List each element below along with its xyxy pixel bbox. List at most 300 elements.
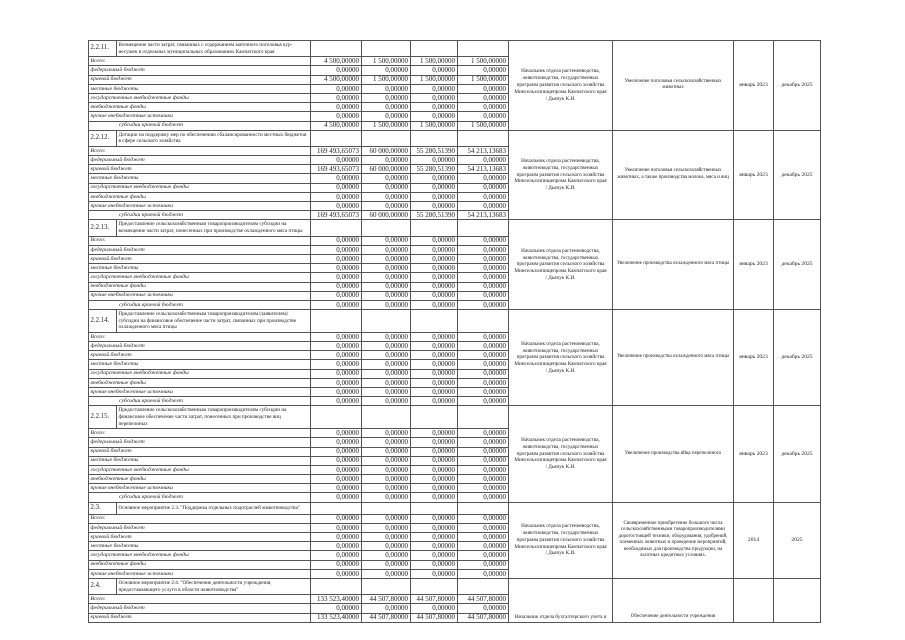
responsible-executor: Начальник отдела растениеводства, животноводства, государственных программ развития сельского хозяйства Минсельхозпищепрома Камчатского края / Дьячук К.И. xyxy=(509,502,613,578)
amount-cell: 0,00000 xyxy=(311,514,362,523)
funding-source-label: краевой бюджет xyxy=(89,254,311,263)
amount-cell: 0,00000 xyxy=(411,475,458,484)
amount-cell: 0,00000 xyxy=(411,236,458,245)
amount-cell: 0,00000 xyxy=(458,174,509,183)
amount-cell: 0,00000 xyxy=(411,551,458,560)
amount-cell: 0,00000 xyxy=(411,523,458,532)
amount-cell: 0,00000 xyxy=(411,192,458,201)
block-header-row xyxy=(89,502,821,514)
expected-result: Своевременное приобретение большого числа сельскохозяйственными товаропроизводителями дорогостоящей техники, оборудования, удобрений, племенных животных и проведение мероприятий, необходимых для производства продукции, на льготных кредитных условиях. xyxy=(613,502,734,578)
amount-cell: 0,00000 xyxy=(311,202,362,211)
block-header-row xyxy=(89,220,821,236)
amount-cell: 0,00000 xyxy=(311,93,362,102)
amount-cell: 44 507,80000 xyxy=(411,613,458,622)
end-date: декабрь 2025 xyxy=(774,41,821,131)
amount-cell: 0,00000 xyxy=(311,103,362,112)
funding-source-label: Всего: xyxy=(89,236,311,245)
amount-cell: 0,00000 xyxy=(458,273,509,282)
funding-source-label: Всего: xyxy=(89,332,311,341)
amount-cell: 0,00000 xyxy=(311,447,362,456)
block-title: Дотации на поддержку мер по обеспечению сбалансированности местных бюджетов в сфере сельского хозяйства xyxy=(117,130,311,146)
amount-cell: 0,00000 xyxy=(362,465,411,474)
start-date xyxy=(734,578,774,622)
amount-cell: 0,00000 xyxy=(411,484,458,493)
amount-cell: 0,00000 xyxy=(458,387,509,396)
amount-cell: 0,00000 xyxy=(311,254,362,263)
funding-source-label: прочие внебюджетные источники xyxy=(89,291,311,300)
amount-cell: 0,00000 xyxy=(311,192,362,201)
block-number: 2.4. xyxy=(89,578,117,594)
block-header-row xyxy=(89,130,821,146)
empty-cell xyxy=(362,406,411,429)
amount-cell: 0,00000 xyxy=(458,523,509,532)
amount-cell: 0,00000 xyxy=(311,429,362,438)
amount-cell: 0,00000 xyxy=(311,569,362,578)
amount-cell: 0,00000 xyxy=(311,342,362,351)
amount-cell: 0,00000 xyxy=(311,174,362,183)
amount-cell: 60 000,00000 xyxy=(362,165,411,174)
amount-cell: 0,00000 xyxy=(411,112,458,121)
amount-cell: 0,00000 xyxy=(311,438,362,447)
funding-source-label: прочие внебюджетные источники xyxy=(89,484,311,493)
amount-cell: 0,00000 xyxy=(311,245,362,254)
amount-cell: 0,00000 xyxy=(362,291,411,300)
amount-cell: 44 507,80000 xyxy=(411,595,458,604)
amount-cell: 0,00000 xyxy=(411,514,458,523)
amount-cell: 0,00000 xyxy=(458,93,509,102)
funding-source-label: внебюджетные фонды xyxy=(89,192,311,201)
funding-source-label: федеральный бюджет xyxy=(89,523,311,532)
empty-cell xyxy=(458,130,509,146)
amount-cell: 0,00000 xyxy=(411,387,458,396)
amount-cell: 60 000,00000 xyxy=(362,146,411,155)
program-activities-table xyxy=(88,40,821,623)
amount-cell: 0,00000 xyxy=(458,493,509,502)
funding-source-label: внебюджетные фонды xyxy=(89,475,311,484)
amount-cell: 0,00000 xyxy=(411,542,458,551)
funding-source-label: государственные внебюджетные фонды xyxy=(89,93,311,102)
amount-cell: 0,00000 xyxy=(411,447,458,456)
block-title: Предоставление сельскохозяйственным товаропроизводителям субсидии на финансовое обеспечение части затрат, понесенных при производстве яиц перепелиных xyxy=(117,406,311,429)
amount-cell: 0,00000 xyxy=(411,604,458,613)
amount-cell: 44 507,80000 xyxy=(362,613,411,622)
amount-cell: 0,00000 xyxy=(411,369,458,378)
funding-source-label: краевой бюджет xyxy=(89,75,311,84)
block-title: Предоставление сельскохозяйственным товаропроизводителям (заявителям) субсидии на финансовое обеспечение части затрат, связанных при производстве охлажденного мяса птицы xyxy=(117,310,311,333)
funding-source-label: местные бюджеты xyxy=(89,264,311,273)
funding-source-label: государственные внебюджетные фонды xyxy=(89,551,311,560)
funding-source-label: внебюджетные фонды xyxy=(89,560,311,569)
empty-cell xyxy=(362,41,411,57)
amount-cell: 0,00000 xyxy=(311,264,362,273)
amount-cell: 1 500,00000 xyxy=(411,57,458,66)
funding-source-label: субсидии краевой бюджет xyxy=(89,121,311,130)
amount-cell: 0,00000 xyxy=(362,245,411,254)
amount-cell: 0,00000 xyxy=(311,493,362,502)
amount-cell: 1 500,00000 xyxy=(458,75,509,84)
amount-cell: 0,00000 xyxy=(362,254,411,263)
amount-cell: 1 500,00000 xyxy=(458,121,509,130)
empty-cell xyxy=(411,578,458,594)
amount-cell: 133 523,40000 xyxy=(311,595,362,604)
amount-cell: 0,00000 xyxy=(362,493,411,502)
funding-source-label: Всего: xyxy=(89,595,311,604)
empty-cell xyxy=(311,578,362,594)
funding-source-label: краевой бюджет xyxy=(89,165,311,174)
amount-cell: 0,00000 xyxy=(311,332,362,341)
amount-cell: 0,00000 xyxy=(458,183,509,192)
amount-cell: 0,00000 xyxy=(362,360,411,369)
amount-cell: 0,00000 xyxy=(311,112,362,121)
amount-cell: 0,00000 xyxy=(311,273,362,282)
amount-cell: 0,00000 xyxy=(458,254,509,263)
responsible-executor: Начальник отдела бухгалтерского учета и xyxy=(509,578,613,622)
amount-cell: 0,00000 xyxy=(362,429,411,438)
funding-source-label: федеральный бюджет xyxy=(89,438,311,447)
amount-cell: 0,00000 xyxy=(458,332,509,341)
empty-cell xyxy=(362,578,411,594)
amount-cell: 1 500,00000 xyxy=(362,121,411,130)
responsible-executor: Начальник отдела растениеводства, животноводства, государственных программ развития сельского хозяйства Минсельхозпищепрома Камчатского края / Дьячук К.И. xyxy=(509,406,613,502)
amount-cell: 0,00000 xyxy=(362,484,411,493)
amount-cell: 0,00000 xyxy=(411,245,458,254)
amount-cell: 0,00000 xyxy=(458,282,509,291)
funding-source-label: Всего: xyxy=(89,429,311,438)
amount-cell: 169 493,65073 xyxy=(311,146,362,155)
amount-cell: 0,00000 xyxy=(411,84,458,93)
amount-cell: 0,00000 xyxy=(411,66,458,75)
amount-cell: 0,00000 xyxy=(311,378,362,387)
empty-cell xyxy=(311,41,362,57)
amount-cell: 0,00000 xyxy=(311,604,362,613)
amount-cell: 0,00000 xyxy=(362,174,411,183)
amount-cell: 0,00000 xyxy=(311,484,362,493)
amount-cell: 0,00000 xyxy=(411,533,458,542)
amount-cell: 0,00000 xyxy=(362,103,411,112)
funding-source-label: внебюджетные фонды xyxy=(89,378,311,387)
empty-cell xyxy=(458,406,509,429)
block-title: Основное мероприятие 2.3. "Поддержка отдельных подотраслей животноводства" xyxy=(117,502,311,514)
block-header-row xyxy=(89,41,821,57)
amount-cell: 0,00000 xyxy=(311,282,362,291)
amount-cell: 0,00000 xyxy=(458,342,509,351)
amount-cell: 44 507,80000 xyxy=(458,613,509,622)
amount-cell: 0,00000 xyxy=(411,300,458,309)
amount-cell: 0,00000 xyxy=(362,282,411,291)
amount-cell: 0,00000 xyxy=(362,514,411,523)
funding-source-label: федеральный бюджет xyxy=(89,604,311,613)
amount-cell: 54 213,13683 xyxy=(458,211,509,220)
amount-cell: 0,00000 xyxy=(311,397,362,406)
amount-cell: 0,00000 xyxy=(411,273,458,282)
amount-cell: 0,00000 xyxy=(311,66,362,75)
amount-cell: 0,00000 xyxy=(311,156,362,165)
empty-cell xyxy=(411,220,458,236)
amount-cell: 0,00000 xyxy=(362,542,411,551)
amount-cell: 0,00000 xyxy=(458,112,509,121)
amount-cell: 0,00000 xyxy=(311,465,362,474)
amount-cell: 0,00000 xyxy=(458,465,509,474)
block-number: 2.2.11. xyxy=(89,41,117,57)
amount-cell: 0,00000 xyxy=(362,551,411,560)
funding-source-label: государственные внебюджетные фонды xyxy=(89,465,311,474)
amount-cell: 0,00000 xyxy=(411,456,458,465)
amount-cell: 0,00000 xyxy=(311,387,362,396)
start-date: январь 2023 xyxy=(734,406,774,502)
amount-cell: 0,00000 xyxy=(311,291,362,300)
amount-cell: 0,00000 xyxy=(311,560,362,569)
empty-cell xyxy=(311,406,362,429)
empty-cell xyxy=(411,130,458,146)
amount-cell: 0,00000 xyxy=(458,560,509,569)
amount-cell: 0,00000 xyxy=(362,66,411,75)
block-number: 2.3. xyxy=(89,502,117,514)
empty-cell xyxy=(458,310,509,333)
amount-cell: 0,00000 xyxy=(362,112,411,121)
amount-cell: 1 500,00000 xyxy=(362,57,411,66)
empty-cell xyxy=(411,502,458,514)
amount-cell: 0,00000 xyxy=(362,351,411,360)
block-title: Возмещение части затрат, связанных с содержанием маточного поголовья кур-несушек в отдельных муниципальных образованиях Камчатского края xyxy=(117,41,311,57)
funding-source-label: местные бюджеты xyxy=(89,174,311,183)
empty-cell xyxy=(458,41,509,57)
amount-cell: 0,00000 xyxy=(458,156,509,165)
block-header-row xyxy=(89,578,821,594)
amount-cell: 0,00000 xyxy=(411,332,458,341)
amount-cell: 0,00000 xyxy=(411,360,458,369)
amount-cell: 44 507,80000 xyxy=(362,595,411,604)
amount-cell: 0,00000 xyxy=(458,456,509,465)
amount-cell: 0,00000 xyxy=(311,533,362,542)
amount-cell: 4 500,00000 xyxy=(311,75,362,84)
funding-source-label: Всего: xyxy=(89,57,311,66)
block-number: 2.2.15. xyxy=(89,406,117,429)
funding-source-label: местные бюджеты xyxy=(89,456,311,465)
funding-source-label: субсидии краевой бюджет xyxy=(89,397,311,406)
amount-cell: 0,00000 xyxy=(458,351,509,360)
funding-source-label: Всего: xyxy=(89,514,311,523)
empty-cell xyxy=(458,220,509,236)
end-date: декабрь 2025 xyxy=(774,310,821,406)
amount-cell: 0,00000 xyxy=(411,291,458,300)
amount-cell: 0,00000 xyxy=(458,542,509,551)
end-date: 2025 xyxy=(774,502,821,578)
amount-cell: 0,00000 xyxy=(362,604,411,613)
empty-cell xyxy=(362,310,411,333)
amount-cell: 44 507,80000 xyxy=(458,595,509,604)
amount-cell: 0,00000 xyxy=(362,387,411,396)
funding-source-label: Всего: xyxy=(89,146,311,155)
amount-cell: 0,00000 xyxy=(362,183,411,192)
funding-source-label: федеральный бюджет xyxy=(89,156,311,165)
amount-cell: 0,00000 xyxy=(362,533,411,542)
funding-source-label: внебюджетные фонды xyxy=(89,282,311,291)
amount-cell: 1 500,00000 xyxy=(362,75,411,84)
amount-cell: 0,00000 xyxy=(458,514,509,523)
amount-cell: 0,00000 xyxy=(411,378,458,387)
amount-cell: 0,00000 xyxy=(362,300,411,309)
amount-cell: 0,00000 xyxy=(458,569,509,578)
funding-source-label: прочие внебюджетные источники xyxy=(89,569,311,578)
start-date: январь 2023 xyxy=(734,130,774,220)
amount-cell: 0,00000 xyxy=(311,183,362,192)
end-date: декабрь 2025 xyxy=(774,406,821,502)
end-date: декабрь 2025 xyxy=(774,220,821,310)
amount-cell: 0,00000 xyxy=(362,236,411,245)
amount-cell: 0,00000 xyxy=(458,300,509,309)
amount-cell: 0,00000 xyxy=(411,438,458,447)
empty-cell xyxy=(311,220,362,236)
block-title: Предоставление сельскохозяйственным товаропроизводителям субсидии на возмещение части затрат, понесенных при производстве охлажденного мяса птицы xyxy=(117,220,311,236)
amount-cell: 0,00000 xyxy=(362,84,411,93)
funding-source-label: краевой бюджет xyxy=(89,351,311,360)
amount-cell: 0,00000 xyxy=(458,103,509,112)
amount-cell: 0,00000 xyxy=(362,456,411,465)
amount-cell: 0,00000 xyxy=(411,397,458,406)
start-date: январь 2023 xyxy=(734,220,774,310)
amount-cell: 0,00000 xyxy=(458,236,509,245)
empty-cell xyxy=(311,502,362,514)
amount-cell: 1 500,00000 xyxy=(411,121,458,130)
amount-cell: 0,00000 xyxy=(362,523,411,532)
empty-cell xyxy=(458,578,509,594)
amount-cell: 0,00000 xyxy=(362,378,411,387)
amount-cell: 133 523,40000 xyxy=(311,613,362,622)
amount-cell: 0,00000 xyxy=(311,551,362,560)
amount-cell: 0,00000 xyxy=(311,456,362,465)
amount-cell: 0,00000 xyxy=(458,438,509,447)
block-number: 2.2.14. xyxy=(89,310,117,333)
responsible-executor: Начальник отдела растениеводства, животноводства, государственных программ развития сельского хозяйства Минсельхозпищепрома Камчатского края / Дьячук К.И. xyxy=(509,41,613,131)
amount-cell: 0,00000 xyxy=(362,369,411,378)
amount-cell: 0,00000 xyxy=(458,429,509,438)
expected-result: Обеспечение деятельности учреждения xyxy=(613,578,734,622)
empty-cell xyxy=(362,220,411,236)
amount-cell: 0,00000 xyxy=(411,156,458,165)
amount-cell: 0,00000 xyxy=(458,66,509,75)
amount-cell: 0,00000 xyxy=(458,202,509,211)
empty-cell xyxy=(411,406,458,429)
funding-source-label: федеральный бюджет xyxy=(89,245,311,254)
amount-cell: 0,00000 xyxy=(362,342,411,351)
amount-cell: 0,00000 xyxy=(362,475,411,484)
funding-source-label: краевой бюджет xyxy=(89,533,311,542)
empty-cell xyxy=(458,502,509,514)
block-number: 2.2.13. xyxy=(89,220,117,236)
amount-cell: 0,00000 xyxy=(311,542,362,551)
amount-cell: 0,00000 xyxy=(458,245,509,254)
amount-cell: 0,00000 xyxy=(411,183,458,192)
funding-source-label: прочие внебюджетные источники xyxy=(89,112,311,121)
amount-cell: 0,00000 xyxy=(458,484,509,493)
amount-cell: 0,00000 xyxy=(311,360,362,369)
amount-cell: 0,00000 xyxy=(362,447,411,456)
amount-cell: 0,00000 xyxy=(362,332,411,341)
amount-cell: 55 280,51390 xyxy=(411,146,458,155)
amount-cell: 0,00000 xyxy=(411,569,458,578)
amount-cell: 0,00000 xyxy=(411,202,458,211)
amount-cell: 55 280,51390 xyxy=(411,165,458,174)
funding-source-label: краевой бюджет xyxy=(89,447,311,456)
expected-result: Увеличение производства охлажденного мяса птицы xyxy=(613,220,734,310)
empty-cell xyxy=(362,502,411,514)
amount-cell: 54 213,13683 xyxy=(458,146,509,155)
funding-source-label: субсидии краевой бюджет xyxy=(89,211,311,220)
amount-cell: 0,00000 xyxy=(458,604,509,613)
block-number: 2.2.12. xyxy=(89,130,117,146)
amount-cell: 55 280,51390 xyxy=(411,211,458,220)
end-date xyxy=(774,578,821,622)
funding-source-label: прочие внебюджетные источники xyxy=(89,202,311,211)
amount-cell: 1 500,00000 xyxy=(458,57,509,66)
empty-cell xyxy=(311,310,362,333)
amount-cell: 0,00000 xyxy=(458,369,509,378)
amount-cell: 0,00000 xyxy=(458,533,509,542)
amount-cell: 0,00000 xyxy=(311,475,362,484)
amount-cell: 4 500,00000 xyxy=(311,57,362,66)
amount-cell: 0,00000 xyxy=(362,192,411,201)
amount-cell: 0,00000 xyxy=(411,282,458,291)
start-date: 2014 xyxy=(734,502,774,578)
amount-cell: 0,00000 xyxy=(411,465,458,474)
empty-cell xyxy=(311,130,362,146)
amount-cell: 0,00000 xyxy=(411,351,458,360)
amount-cell: 0,00000 xyxy=(458,84,509,93)
amount-cell: 0,00000 xyxy=(411,560,458,569)
amount-cell: 0,00000 xyxy=(458,551,509,560)
empty-cell xyxy=(411,310,458,333)
amount-cell: 0,00000 xyxy=(411,264,458,273)
amount-cell: 169 493,65073 xyxy=(311,165,362,174)
amount-cell: 0,00000 xyxy=(362,560,411,569)
amount-cell: 0,00000 xyxy=(362,93,411,102)
table-body xyxy=(89,41,821,623)
amount-cell: 0,00000 xyxy=(411,174,458,183)
amount-cell: 0,00000 xyxy=(411,342,458,351)
responsible-executor: Начальник отдела растениеводства, животноводства, государственных программ развития сельского хозяйства Минсельхозпищепрома Камчатского края / Дьячук К.И. xyxy=(509,130,613,220)
expected-result: Увеличение производства охлажденного мяса птицы xyxy=(613,310,734,406)
funding-source-label: местные бюджеты xyxy=(89,360,311,369)
funding-source-label: государственные внебюджетные фонды xyxy=(89,273,311,282)
block-title: Основное мероприятие 2.4. "Обеспечение деятельности учреждения, предоставляющего услуги в области животноводства" xyxy=(117,578,311,594)
funding-source-label: федеральный бюджет xyxy=(89,66,311,75)
amount-cell: 0,00000 xyxy=(362,438,411,447)
start-date: январь 2023 xyxy=(734,41,774,131)
funding-source-label: субсидии краевой бюджет xyxy=(89,493,311,502)
amount-cell: 0,00000 xyxy=(311,523,362,532)
amount-cell: 0,00000 xyxy=(411,429,458,438)
funding-source-label: федеральный бюджет xyxy=(89,342,311,351)
block-header-row xyxy=(89,406,821,429)
funding-source-label: государственные внебюджетные фонды xyxy=(89,183,311,192)
funding-source-label: краевой бюджет xyxy=(89,613,311,622)
responsible-executor: Начальник отдела растениеводства, животноводства, государственных программ развития сельского хозяйства Минсельхозпищепрома Камчатского края / Дьячук К.И. xyxy=(509,310,613,406)
amount-cell: 0,00000 xyxy=(311,84,362,93)
block-header-row xyxy=(89,310,821,333)
expected-result: Увеличение производства яйца перепелиного xyxy=(613,406,734,502)
funding-source-label: государственные внебюджетные фонды xyxy=(89,369,311,378)
funding-source-label: местные бюджеты xyxy=(89,542,311,551)
expected-result: Увеличение поголовья сельскохозяйственных животных, а также производства молока, мяса и яиц xyxy=(613,130,734,220)
amount-cell: 0,00000 xyxy=(362,202,411,211)
amount-cell: 0,00000 xyxy=(362,397,411,406)
amount-cell: 60 000,00000 xyxy=(362,211,411,220)
empty-cell xyxy=(362,130,411,146)
amount-cell: 0,00000 xyxy=(362,156,411,165)
amount-cell: 0,00000 xyxy=(458,475,509,484)
funding-source-label: прочие внебюджетные источники xyxy=(89,387,311,396)
amount-cell: 0,00000 xyxy=(362,569,411,578)
